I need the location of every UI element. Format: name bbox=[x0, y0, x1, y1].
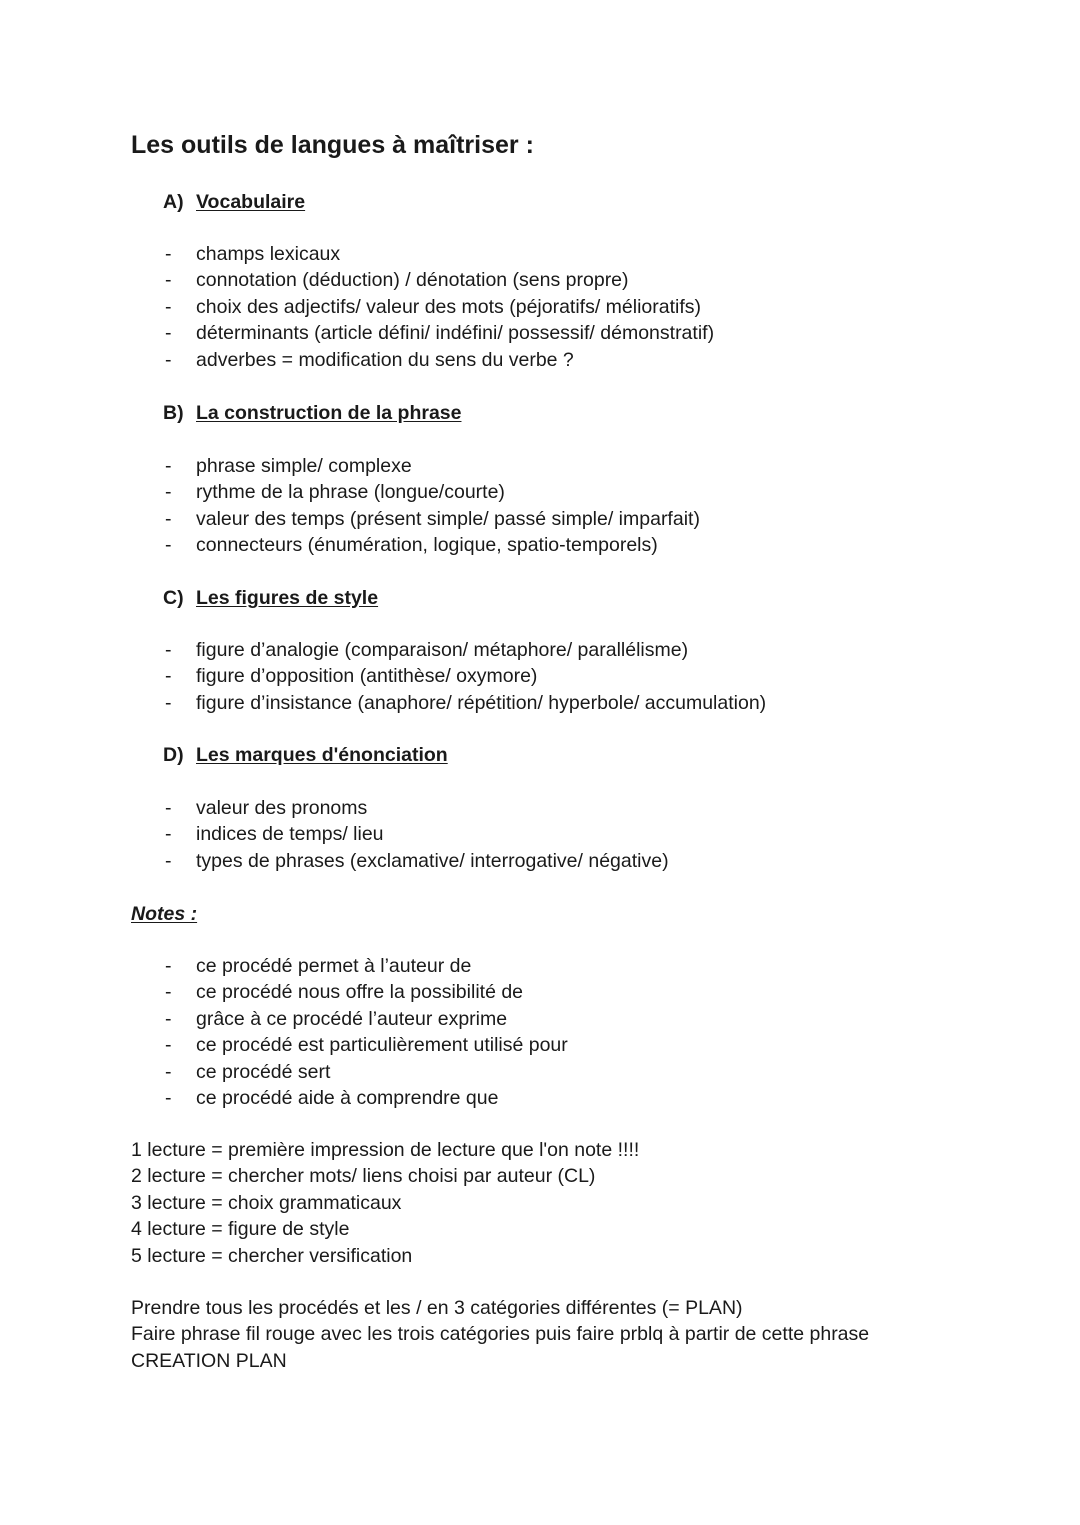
list-item: - choix des adjectifs/ valeur des mots (péjoratifs/ mélioratifs) bbox=[165, 295, 702, 318]
list-item: - figure d’analogie (comparaison/ métaphore/ parallélisme) bbox=[165, 639, 689, 661]
section-letter: C) bbox=[163, 587, 184, 609]
list-item: - valeur des temps (présent simple/ passé simple/ imparfait) bbox=[165, 507, 700, 530]
list-item: - grâce à ce procédé l’auteur exprime bbox=[165, 1007, 508, 1030]
final-instructions-block bbox=[131, 1295, 869, 1374]
list-item: - ce procédé aide à comprendre que bbox=[165, 1086, 499, 1109]
document-title: Les outils de langues à maîtriser : bbox=[131, 131, 534, 159]
figures-style-list bbox=[131, 637, 766, 716]
instruction-line: Prendre tous les procédés et les / en 3 catégories différentes (= PLAN) bbox=[131, 1297, 743, 1319]
list-item: - champs lexicaux bbox=[165, 243, 341, 265]
list-item: - figure d’opposition (antithèse/ oxymore) bbox=[165, 665, 538, 688]
list-item: - types de phrases (exclamative/ interrogative/ négative) bbox=[165, 849, 669, 872]
list-item: - ce procédé permet à l’auteur de bbox=[165, 955, 472, 977]
list-item: - figure d’insistance (anaphore/ répétition/ hyperbole/ accumulation) bbox=[165, 691, 767, 714]
list-item: - indices de temps/ lieu bbox=[165, 823, 384, 846]
section-letter: B) bbox=[163, 402, 184, 424]
reading-line: 4 lecture = figure de style bbox=[131, 1218, 350, 1241]
construction-phrase-list bbox=[131, 453, 700, 559]
list-item: - phrase simple/ complexe bbox=[165, 455, 412, 477]
section-title: Les marques d'énonciation bbox=[196, 744, 448, 766]
reading-line: 1 lecture = première impression de lecture que l'on note !!!! bbox=[131, 1139, 640, 1161]
marques-enonciation-list bbox=[131, 795, 669, 874]
reading-line: 2 lecture = chercher mots/ liens choisi par auteur (CL) bbox=[131, 1165, 596, 1188]
list-item: - connotation (déduction) / dénotation (sens propre) bbox=[165, 269, 629, 292]
vocabulaire-list bbox=[131, 241, 714, 373]
section-title: Vocabulaire bbox=[196, 191, 306, 213]
reading-line: 3 lecture = choix grammaticaux bbox=[131, 1191, 402, 1214]
notes-list bbox=[131, 953, 568, 1111]
readings-block bbox=[131, 1137, 639, 1269]
section-title: Les figures de style bbox=[196, 587, 379, 609]
section-heading-marques-enonciation bbox=[163, 742, 448, 768]
section-title: La construction de la phrase bbox=[196, 402, 462, 424]
list-item: - ce procédé sert bbox=[165, 1060, 331, 1083]
notes-heading: Notes : bbox=[131, 903, 198, 925]
section-letter: A) bbox=[163, 191, 184, 213]
section-heading-construction-phrase bbox=[163, 400, 461, 426]
list-item: - connecteurs (énumération, logique, spatio-temporels) bbox=[165, 534, 658, 557]
list-item: - déterminants (article défini/ indéfini/ possessif/ démonstratif) bbox=[165, 322, 715, 345]
instruction-line: Faire phrase fil rouge avec les trois catégories puis faire prblq à partir de cette phrase bbox=[131, 1323, 870, 1346]
list-item: - valeur des pronoms bbox=[165, 797, 368, 819]
list-item: - ce procédé nous offre la possibilité de bbox=[165, 981, 524, 1004]
instruction-line: CREATION PLAN bbox=[131, 1349, 287, 1372]
list-item: - rythme de la phrase (longue/courte) bbox=[165, 481, 505, 504]
reading-line: 5 lecture = chercher versification bbox=[131, 1244, 413, 1267]
list-item: - adverbes = modification du sens du verbe ? bbox=[165, 348, 574, 371]
section-heading-figures-style bbox=[163, 585, 378, 611]
section-heading-vocabulaire bbox=[163, 189, 305, 215]
list-item: - ce procédé est particulièrement utilisé pour bbox=[165, 1034, 568, 1057]
section-letter: D) bbox=[163, 744, 184, 766]
